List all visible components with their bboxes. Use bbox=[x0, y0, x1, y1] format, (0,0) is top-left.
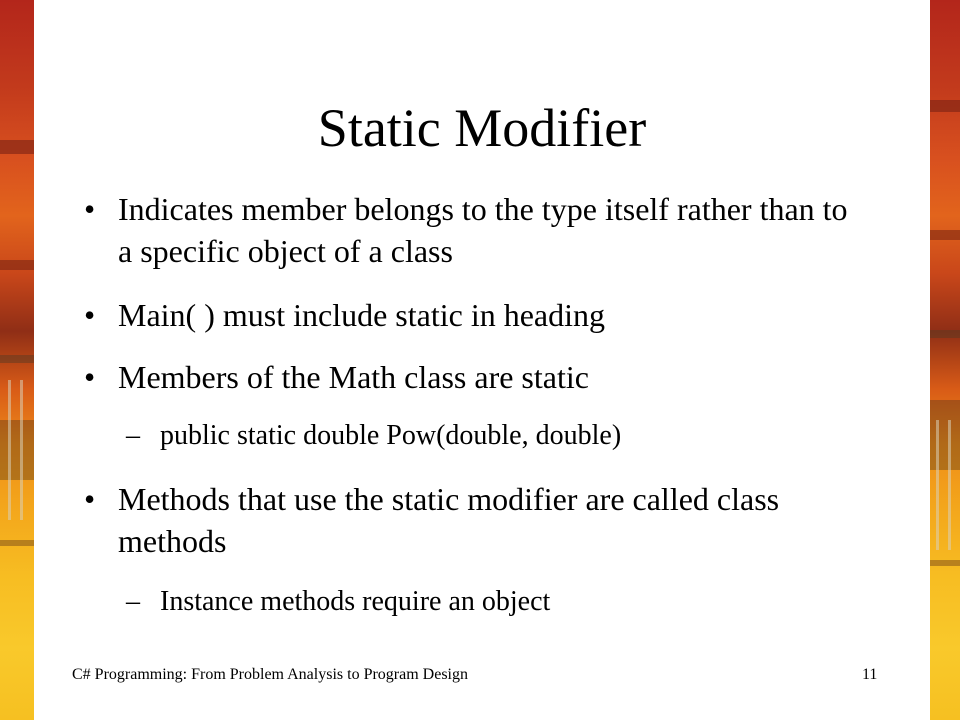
footer-page-number: 11 bbox=[862, 666, 878, 683]
sub-bullet-marker: – bbox=[126, 586, 140, 617]
sub-bullet-marker: – bbox=[126, 420, 140, 451]
bullet-marker: • bbox=[84, 359, 96, 395]
bullet-marker: • bbox=[84, 481, 96, 517]
left-decorative-strip bbox=[0, 0, 34, 720]
sub-bullet-text: Instance methods require an object bbox=[160, 586, 551, 617]
bullet-text: Indicates member belongs to the type itself rather than to a specific object of a class bbox=[118, 191, 848, 269]
footer-course-title: C# Programming: From Problem Analysis to Program Design bbox=[72, 666, 468, 683]
right-decorative-strip bbox=[930, 0, 960, 720]
sub-bullet-text: public static double Pow(double, double) bbox=[160, 420, 622, 451]
bullet-marker: • bbox=[84, 191, 96, 227]
bullet-text: Main( ) must include static in heading bbox=[118, 297, 605, 333]
bullet-text: Members of the Math class are static bbox=[118, 359, 589, 395]
bullet-marker: • bbox=[84, 297, 96, 333]
slide-title: Static Modifier bbox=[317, 98, 647, 158]
bullet-text: Methods that use the static modifier are called class methods bbox=[118, 481, 780, 559]
